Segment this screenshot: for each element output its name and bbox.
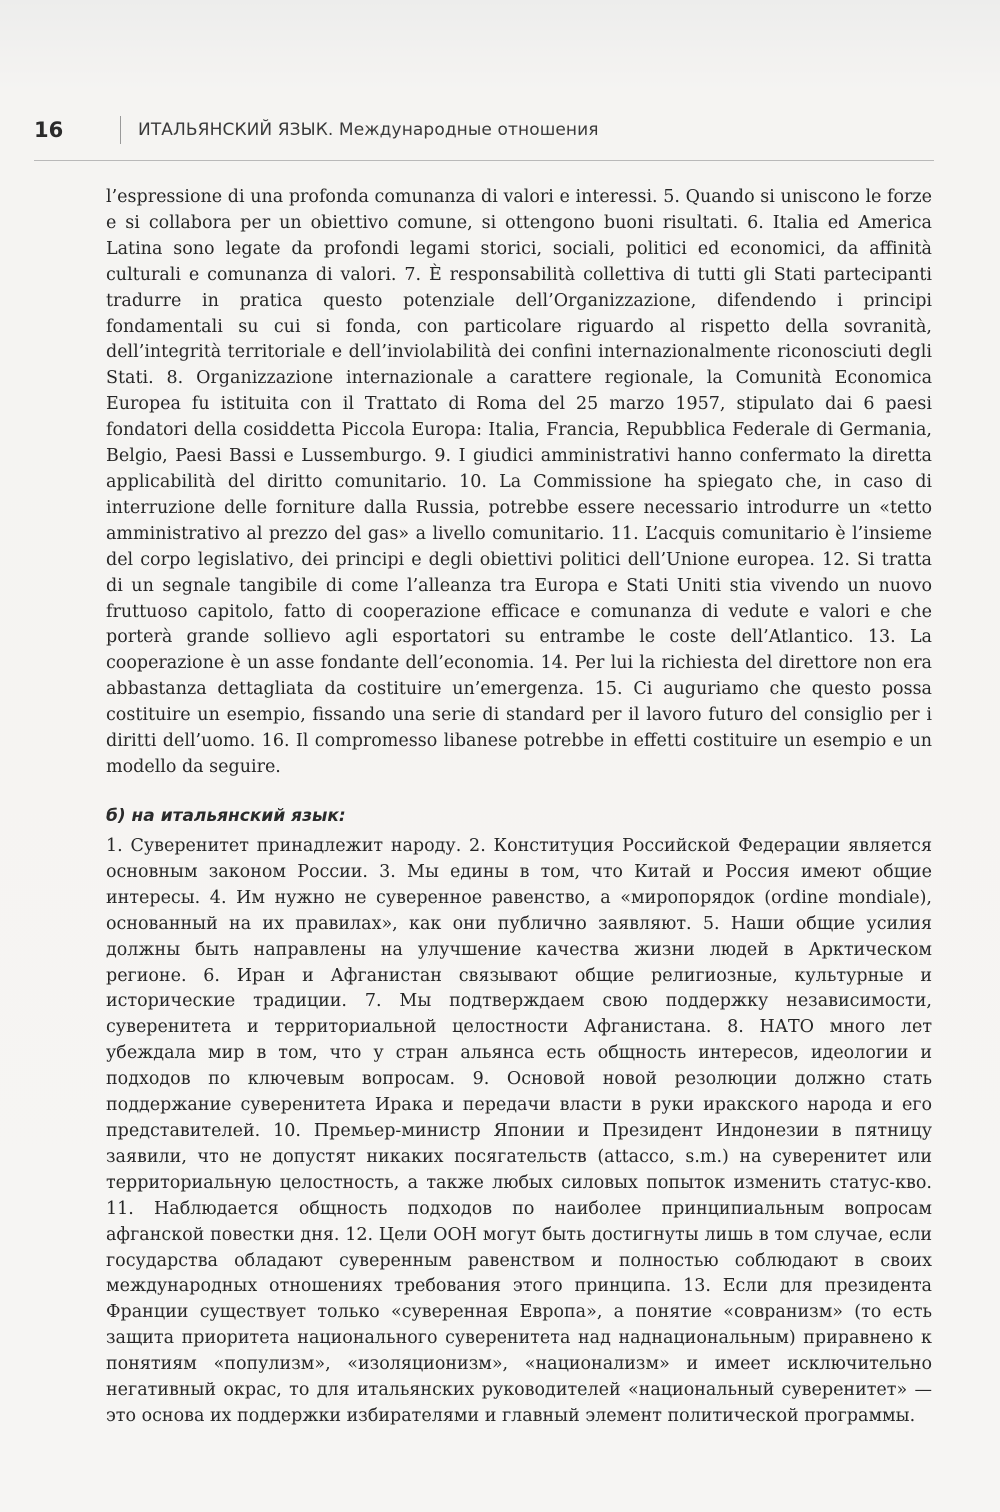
- page-header: [34, 112, 934, 152]
- russian-exercise-text: 1. Суверенитет принадлежит народу. 2. Конституция Российской Федерации является основным законом России. 3. Мы едины в том, что Китай и Россия имеют общие интересы. 4. Им нужно не суверенное равенство, а «миропорядок (ordine mondiale), основанный на их правилах», как они публично заявляют. 5. Наши общие усилия должны быть направлены на улучшение качества жизни людей в Арктическом регионе. 6. Иран и Афганистан связывают общие религиозные, культурные и исторические традиции. 7. Мы подтверждаем свою поддержку независимости, суверенитета и территориальной целостности Афганистана. 8. НАТО много лет убеждала мир в том, что у стран альянса есть общность интересов, идеологии и подходов по ключевым вопросам. 9. Основой новой резолюции должно стать поддержание суверенитета Ирака и передачи власти в руки иракского народа и его представителей. 10. Премьер-министр Японии и Президент Индонезии в пятницу заявили, что не допустят никаких посягательств (attacco, s.m.) на суверенитет или территориальную целостность, а также любых силовых попыток изменить статус-кво. 11. Наблюдается общность подходов по наиболее принципиальным вопросам афганской повестки дня. 12. Цели ООН могут быть достигнуты лишь в том случае, если государства обладают суверенным равенством и полностью соблюдают в своих международных отношениях требования этого принципа. 13. Если для президента Франции существует только «суверенная Европа», а понятие «совранизм» (то есть защита приоритета национального суверенитета над наднациональным) приравнено к понятиям «популизм», «изоляционизм», «национализм» и имеет исключительно негативный окрас, то для итальянских руководителей «национальный суверенитет» — это основа их поддержки избирателями и главный элемент политической программы.: [106, 836, 932, 1426]
- header-separator: [120, 116, 121, 144]
- exercise-subheading: б) на итальянский язык:: [106, 806, 346, 826]
- header-rule: [34, 160, 934, 161]
- running-title: ИТАЛЬЯНСКИЙ ЯЗЫК. Международные отношения: [138, 120, 599, 140]
- page-number: 16: [34, 118, 64, 142]
- italian-exercise-text: l’espressione di una profonda comunanza di valori e interessi. 5. Quando si uniscono le forze e si collabora per un obiettivo comune, si ottengono buoni risultati. 6. Italia ed America Latina sono legate da profondi legami storici, sociali, politici ed economici, da affinità culturali e comunanza di valori. 7. È responsabilità collettiva di tutti gli Stati partecipanti tradurre in pratica questo potenziale dell’Organizzazione, difendendo i principi fondamentali su cui si fonda, con particolare riguardo al rispetto della sovranità, dell’integrità territoriale e dell’inviolabilità dei confini internazionalmente riconosciuti degli Stati. 8. Organizzazione internazionale a carattere regionale, la Comunità Economica Europea fu istituita con il Trattato di Roma del 25 marzo 1957, stipulato dai 6 paesi fondatori della cosiddetta Piccola Europa: Italia, Francia, Repubblica Federale di Germania, Belgio, Paesi Bassi e Lussemburgo. 9. I giudici amministrativi hanno confermato la diretta applicabilità del diritto comunitario. 10. La Commissione ha spiegato che, in caso di interruzione delle forniture dalla Russia, potrebbe essere necessario introdurre un «tetto amministrativo al prezzo del gas» a livello comunitario. 11. L’acquis comunitario è l’insieme del corpo legislativo, dei principi e degli obiettivi politici dell’Unione europea. 12. Si tratta di un segnale tangibile di come l’alleanza tra Europa e Stati Uniti stia vivendo un nuovo fruttuoso capitolo, fatto di cooperazione efficace e comunanza di vedute e valori e che porterà grande sollievo agli esportatori su entrambe le coste dell’Atlantico. 13. La cooperazione è un asse fondante dell’economia. 14. Per lui la richiesta del direttore non era abbastanza dettagliata da costituire un’emergenza. 15. Ci auguriamo che questo possa costituire un esempio, fissando una serie di standard per il lavoro futuro del consiglio per i diritti dell’uomo. 16. Il compromesso libanese potrebbe in effetti costituire un esempio e un modello da seguire.: [106, 187, 932, 777]
